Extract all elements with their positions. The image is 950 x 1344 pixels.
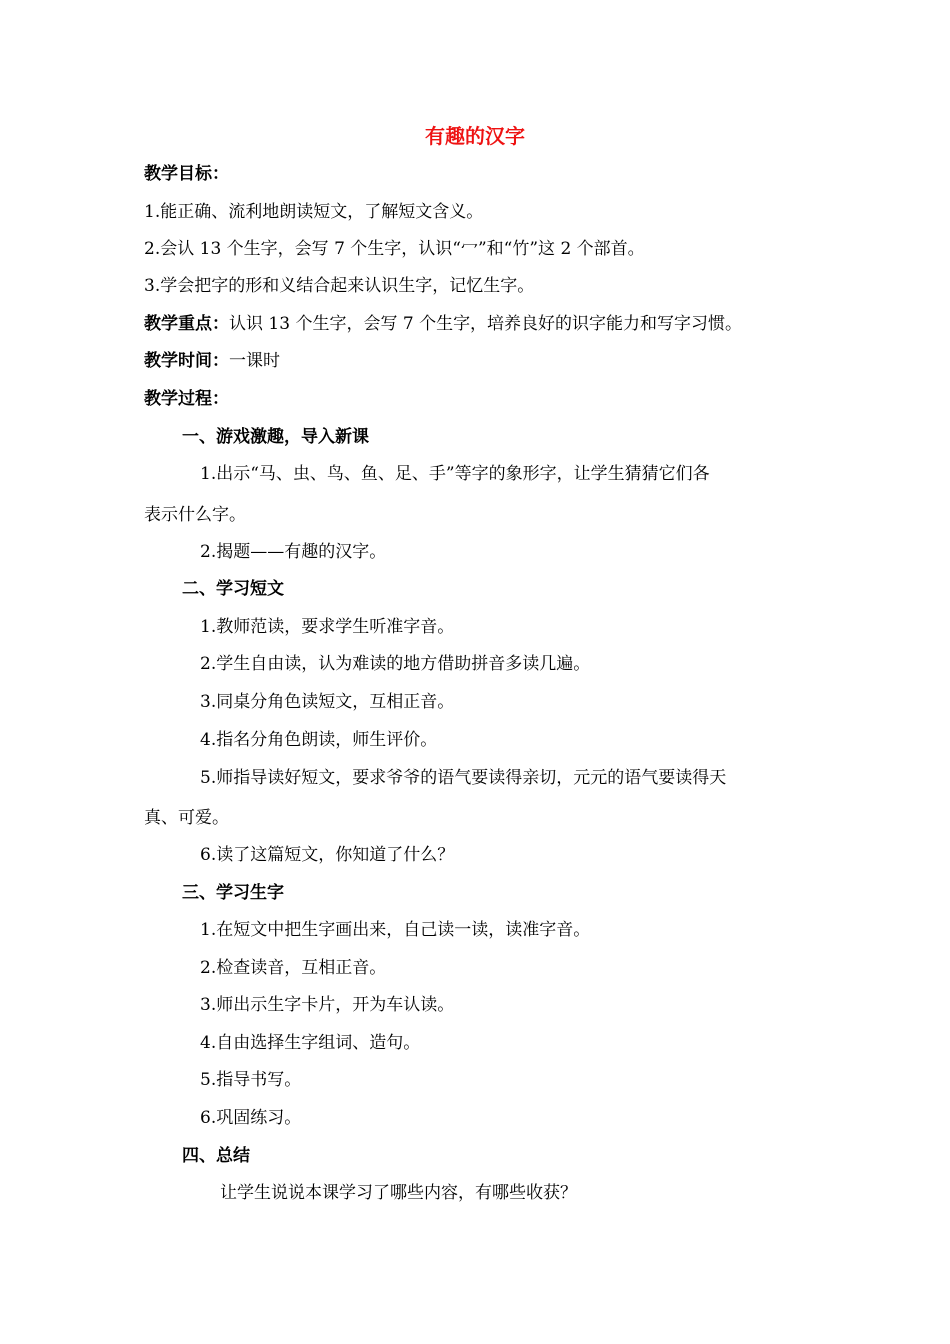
objective-item: 3.学会把字的形和义结合起来认识生字，记忆生字。 [144, 276, 535, 296]
section-item: 6.巩固练习。 [200, 1108, 302, 1128]
section-item: 2.学生自由读，认为难读的地方借助拼音多读几遍。 [200, 654, 591, 674]
section-heading: 三、学习生字 [182, 883, 284, 903]
focus-line [144, 312, 742, 336]
section-item: 让学生说说本课学习了哪些内容，有哪些收获？ [220, 1183, 577, 1203]
section-item: 3.师出示生字卡片，开为车认读。 [200, 995, 455, 1015]
section-heading: 一、游戏激趣，导入新课 [182, 427, 369, 447]
section-item: 4.指名分角色朗读，师生评价。 [200, 730, 438, 750]
time-heading: 教学时间： [144, 351, 229, 371]
section-heading: 二、学习短文 [182, 579, 284, 599]
section-item: 2.揭题——有趣的汉字。 [200, 542, 387, 562]
section-item: 1.出示“马、虫、鸟、鱼、足、手”等字的象形字，让学生猜猜它们各 [200, 464, 710, 484]
objective-item: 2.会认 13 个生字，会写 7 个生字，认识“冖”和“竹”这 2 个部首。 [144, 239, 645, 259]
section-item: 表示什么字。 [144, 505, 246, 525]
section-item: 6.读了这篇短文，你知道了什么？ [200, 845, 455, 865]
section-item: 5.指导书写。 [200, 1070, 302, 1090]
objective-item: 1.能正确、流利地朗读短文，了解短文含义。 [144, 202, 484, 222]
objectives-heading: 教学目标： [144, 164, 229, 184]
section-item: 5.师指导读好短文，要求爷爷的语气要读得亲切，元元的语气要读得天 [200, 768, 727, 788]
time-text: 一课时 [229, 351, 280, 371]
section-item: 2.检查读音，互相正音。 [200, 958, 387, 978]
process-heading: 教学过程： [144, 389, 229, 409]
section-item: 4.自由选择生字组词、造句。 [200, 1033, 421, 1053]
section-item: 1.在短文中把生字画出来，自己读一读，读准字音。 [200, 920, 591, 940]
focus-heading: 教学重点： [144, 314, 229, 334]
section-item: 3.同桌分角色读短文，互相正音。 [200, 692, 455, 712]
section-item: 1.教师范读，要求学生听准字音。 [200, 617, 455, 637]
section-heading: 四、总结 [182, 1146, 250, 1166]
section-item: 真、可爱。 [144, 808, 229, 828]
time-line [144, 349, 280, 373]
document-title: 有趣的汉字 [425, 124, 525, 148]
focus-text: 认识 13 个生字，会写 7 个生字，培养良好的识字能力和写字习惯。 [229, 314, 743, 334]
